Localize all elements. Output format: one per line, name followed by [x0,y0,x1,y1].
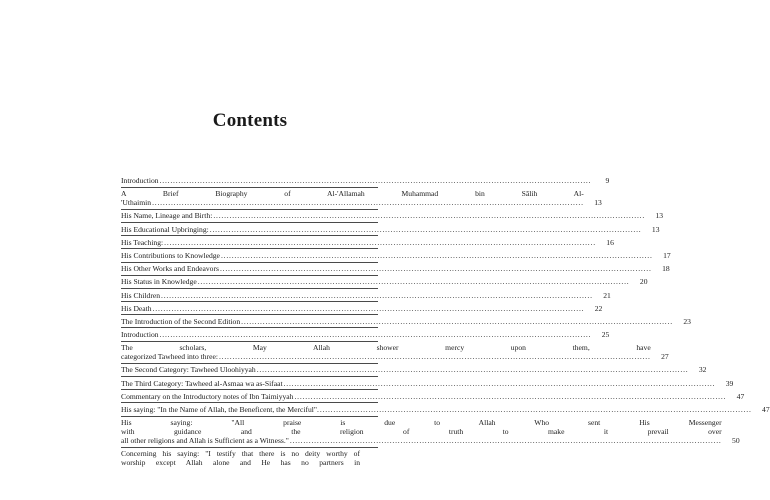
toc-entry-page: 21 [603,290,611,300]
toc-entry-line: all other religions and Allah is Sufficient as a Witness." [121,436,289,446]
dot-leader: ................................................................................................................................................................ [161,290,593,300]
toc-entry-line: Introduction [121,176,159,185]
toc-entry-line: His Name, Lineage and Birth: [121,211,213,221]
toc-entry-title [121,264,652,273]
dot-leader: ................................................................................................................................................................ [213,211,646,221]
toc-entry-line: The Third Category: Tawheed al-Asmaa wa as-Sifaat [121,378,283,388]
toc-entry-page: 13 [655,211,664,221]
toc-entry-line: His Teaching: [121,237,164,247]
dot-leader: ................................................................................................................................................................ [319,405,752,414]
toc-entry[interactable] [121,222,660,234]
dot-leader: ................................................................................................................................................................ [159,330,592,340]
toc-entry-line: His Death [121,303,152,313]
toc-entry-line: A Brief Biography of Al-'Allamah Muhammad bin Sālih Al- [121,189,584,199]
toc-entry-line: categorized Tawheed into three: [121,352,218,362]
toc-entry-title [121,365,688,374]
toc-entry[interactable] [121,301,603,313]
toc-entry[interactable] [121,363,707,375]
toc-entry-page: 22 [594,303,603,313]
toc-entry-line: Commentary on the Introductory notes of Ibn Taimiyyah [121,391,294,401]
toc-entry-page: 50 [732,436,740,446]
toc-entry-page: 32 [698,365,707,375]
toc-entry-title [121,189,584,207]
toc-entry-title [121,176,591,185]
toc-entry-title [121,225,642,234]
toc-entry-page: 9 [605,176,610,185]
toc-entry-line: with guidance and the religion of truth to make it prevail over [121,427,722,437]
dot-leader: ................................................................................................................................................................ [209,224,642,234]
toc-entry-title [121,211,645,220]
toc-entry-line: The Second Category: Tawheed Uloohiyyah [121,365,256,375]
toc-entry[interactable] [121,402,770,414]
dot-leader: ................................................................................................................................................................ [159,176,592,185]
toc-entry-line: Concerning his saying: "I testify that there is no deity worthy of [121,449,360,459]
toc-entry[interactable] [121,447,378,468]
toc-entry[interactable] [121,209,664,221]
toc-entry-title [121,291,593,300]
dot-leader: ................................................................................................................................................................ [294,391,727,401]
toc-entry-line: His saying: "In the Name of Allah, the Beneficent, the Merciful". [121,405,319,414]
toc-entry[interactable] [121,288,611,300]
toc-entry-line: Introduction [121,330,159,340]
toc-entry[interactable] [121,389,745,401]
toc-entry-page: 25 [601,330,610,340]
toc-entry-page: 47 [762,405,770,414]
toc-entry-title [121,330,591,339]
toc-entry-title [121,238,596,247]
toc-entry-title [121,418,722,445]
toc-entry-title [121,317,673,326]
toc-entry-title [121,304,584,313]
toc-entry-title [121,379,715,388]
dot-leader: ................................................................................................................................................................ [220,250,653,260]
toc-entry-line: The scholars, May Allah shower mercy upon them, have [121,343,651,353]
toc-entry[interactable] [121,376,734,388]
toc-entry[interactable] [121,235,614,247]
toc-entry-title [121,343,651,361]
toc-entry[interactable] [121,314,691,326]
dot-leader: ................................................................................................................................................................ [289,436,722,446]
toc-entry-line: His Status in Knowledge [121,277,197,287]
toc-entry-title [121,392,726,401]
toc-entry-page: 13 [594,198,602,208]
toc-entry-line: His Children [121,290,161,300]
toc-entry-page: 23 [683,316,691,326]
toc-entry[interactable] [121,416,740,446]
dot-leader: ................................................................................................................................................................ [152,303,585,313]
toc-entry[interactable] [121,176,610,185]
toc-entry-page: 18 [662,264,670,274]
toc-entry-line: worship except Allah alone and He has no partners in [121,458,360,468]
dot-leader: ................................................................................................................................................................ [256,365,689,375]
toc-entry[interactable] [121,327,610,340]
toc-entry-line: His Other Works and Endeavors [121,264,219,274]
toc-entry[interactable] [121,187,602,208]
toc-entry-line: His saying: "All praise is due to Allah Who sent His Messenger [121,418,722,428]
toc-entry-title [121,449,360,467]
dot-leader: ................................................................................................................................................................ [241,316,673,326]
toc-entry-line: The Introduction of the Second Edition [121,316,241,326]
toc-entry-page: 39 [725,378,734,388]
toc-entry[interactable] [121,341,669,362]
toc-entry[interactable] [121,262,670,274]
toc-entry-page: 16 [606,237,614,247]
toc-entry-line: 'Uthaimin [121,198,152,208]
page-title: Contents [212,110,288,131]
table-of-contents [121,176,770,468]
toc-entry-page: 17 [663,250,671,260]
toc-entry-line: His Educational Upbringing: [121,224,209,234]
toc-entry-line: His Contributions to Knowledge [121,250,220,260]
toc-entry[interactable] [121,248,671,260]
dot-leader: ................................................................................................................................................................ [197,277,630,287]
dot-leader: ................................................................................................................................................................ [152,198,584,208]
dot-leader: ................................................................................................................................................................ [219,264,652,274]
toc-entry-page: 13 [651,224,660,234]
toc-entry[interactable] [121,275,648,287]
dot-leader: ................................................................................................................................................................ [218,352,651,362]
toc-entry-title [121,251,653,260]
dot-leader: ................................................................................................................................................................ [164,237,596,247]
toc-entry-page: 20 [639,277,648,287]
toc-entry-title [121,405,752,414]
toc-entry-page: 27 [661,352,669,362]
dot-leader: ................................................................................................................................................................ [283,378,716,388]
toc-entry-page: 47 [736,391,745,401]
toc-entry-title [121,277,629,286]
